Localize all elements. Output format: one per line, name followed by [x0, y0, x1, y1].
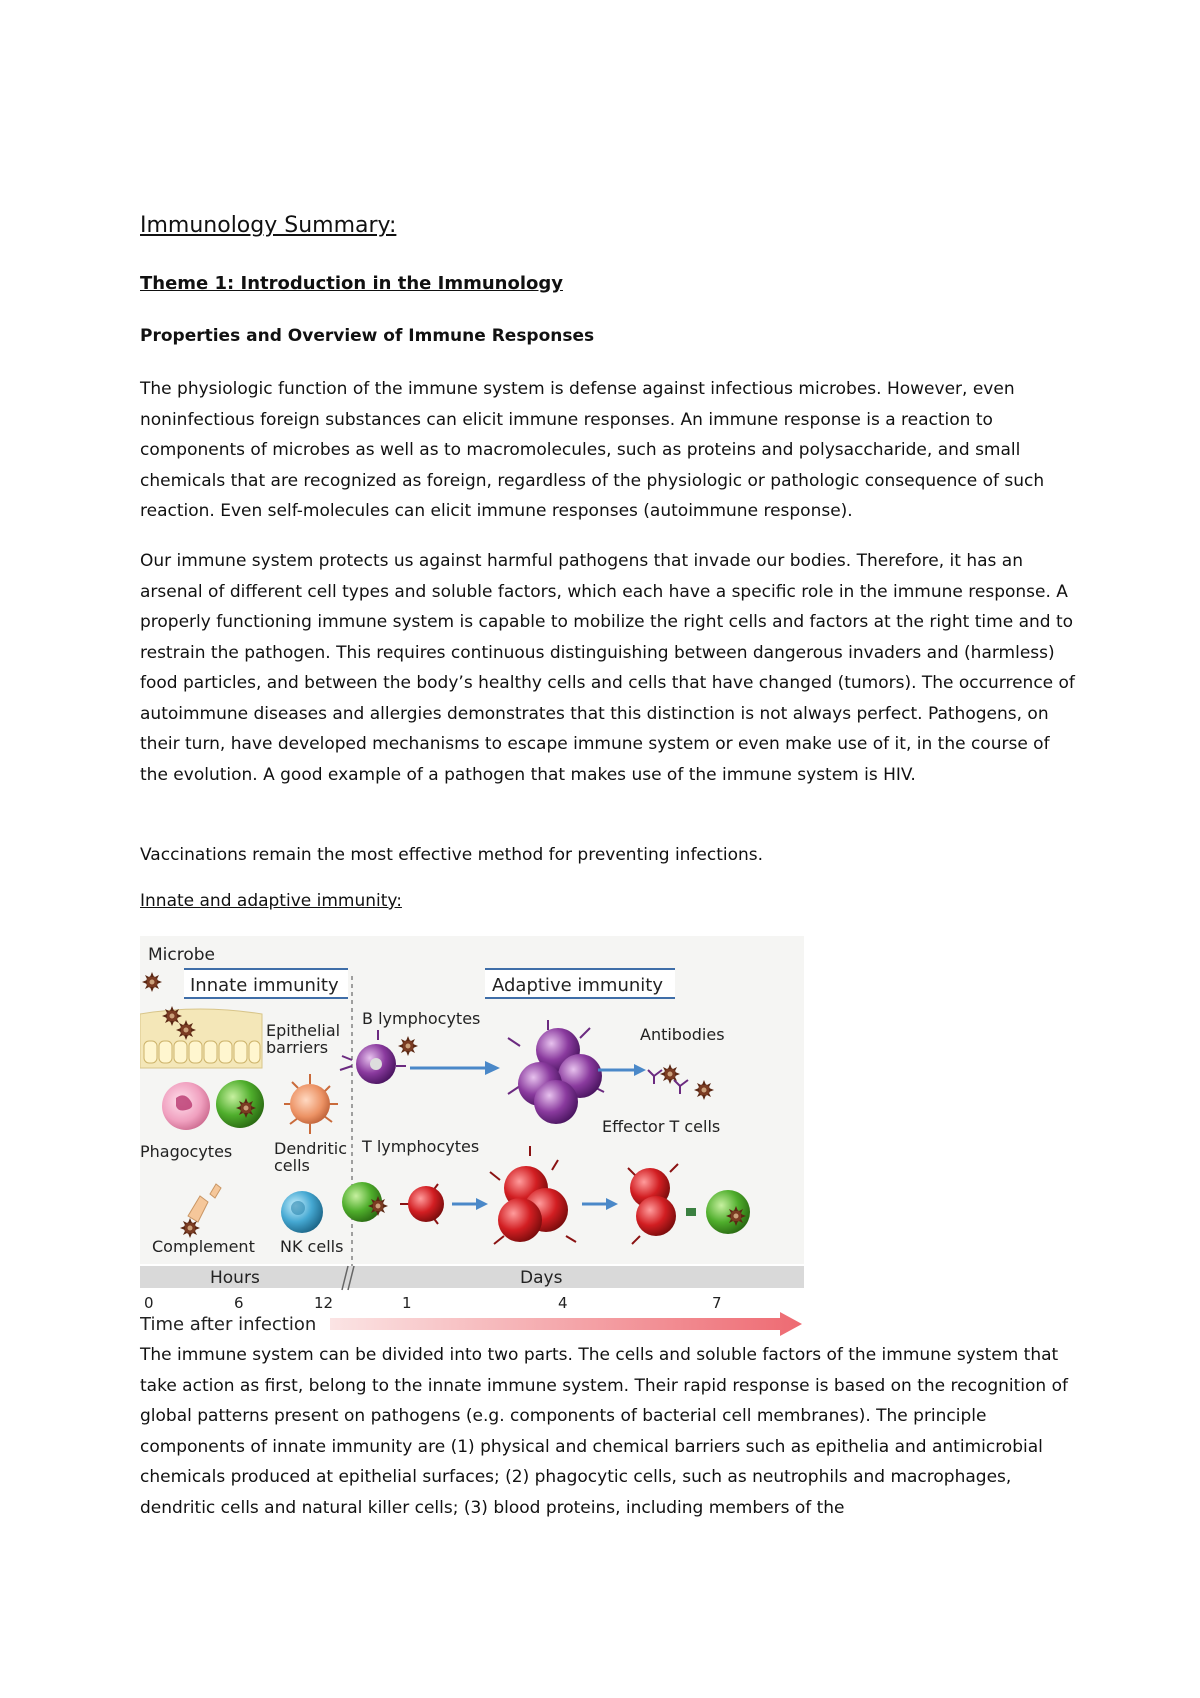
microbe-icon	[142, 972, 162, 992]
label-phagocytes: Phagocytes	[140, 1142, 233, 1161]
label-microbe: Microbe	[148, 945, 216, 965]
label-dendritic: Dendritic	[274, 1139, 347, 1158]
tick-day-7: 7	[712, 1294, 722, 1312]
label-time-after-infection: Time after infection	[140, 1314, 317, 1335]
paragraph-1: The physiologic function of the immune system is defense against infectious microbes. However, even noninfectious foreign substances can elicit immune responses. An immune response is a reaction to components of microbes as well as to macromolecules, such as proteins and polysaccharide, and small chemicals that are recognized as foreign, regardless of the physiologic or pathologic consequence of such reaction. Even self-molecules can elicit immune responses (autoimmune response).	[140, 379, 1045, 521]
label-nk-cells: NK cells	[280, 1237, 344, 1256]
label-adaptive-immunity: Adaptive immunity	[492, 975, 663, 996]
tick-day-1: 1	[402, 1294, 412, 1312]
nk-cell-icon	[281, 1191, 323, 1233]
label-antibodies: Antibodies	[640, 1025, 725, 1044]
label-dendritic-cells: cells	[274, 1156, 310, 1175]
section-heading: Properties and Overview of Immune Responses	[140, 326, 595, 346]
label-epithelial: Epithelial	[266, 1021, 341, 1040]
phagocyte-macrophage-icon	[216, 1080, 264, 1128]
tick-day-4: 4	[558, 1294, 568, 1312]
time-arrow	[330, 1312, 802, 1336]
label-days: Days	[520, 1268, 563, 1288]
paragraph-4: The immune system can be divided into two parts. The cells and soluble factors of the immune system that take action as first, belong to the innate immune system. Their rapid response is based on the recognition of global patterns present on pathogens (e.g. components of bacterial cell membranes). The principle components of innate immunity are (1) physical and chemical barriers such as epithelia and antimicrobial chemicals produced at epithelial surfaces; (2) phagocytic cells, such as neutrophils and macrophages, dendritic cells and natural killer cells; (3) blood proteins, including members of the	[140, 1345, 1068, 1518]
paragraph-2: Our immune system protects us against harmful pathogens that invade our bodies. Therefore, it has an arsenal of different cell types and soluble factors, which each have a specific role in the immune response. A properly functioning immune system is capable to mobilize the right cells and factors at the right time and to restrain the pathogen. This requires continuous distinguishing between dangerous invaders and (harmless) food particles, and between the body’s healthy cells and cells that have changed (tumors). The occurrence of autoimmune diseases and allergies demonstrates that this distinction is not always perfect. Pathogens, on their turn, have developed mechanisms to escape immune system or even make use of it, in the course of the evolution. A good example of a pathogen that makes use of the immune system is HIV.	[140, 551, 1075, 785]
label-t-lymphocytes: T lymphocytes	[362, 1137, 480, 1156]
theme-heading: Theme 1: Introduction in the Immunology	[140, 273, 563, 294]
label-effector-t-cells: Effector T cells	[602, 1117, 721, 1136]
label-hours: Hours	[210, 1268, 260, 1288]
subheading-innate-adaptive: Innate and adaptive immunity:	[140, 891, 402, 911]
immunity-figure	[140, 936, 804, 1336]
document-title: Immunology Summary:	[140, 213, 397, 238]
tick-12: 12	[314, 1294, 334, 1312]
label-complement: Complement	[152, 1237, 255, 1256]
paragraph-3: Vaccinations remain the most effective method for preventing infections.	[140, 845, 764, 865]
label-b-lymphocytes: B lymphocytes	[362, 1009, 481, 1028]
label-barriers: barriers	[266, 1038, 329, 1057]
epithelial-barrier-illustration	[140, 1006, 262, 1068]
tick-0: 0	[144, 1294, 154, 1312]
immunity-diagram	[140, 936, 804, 1336]
label-innate-immunity: Innate immunity	[190, 975, 339, 996]
tick-6: 6	[234, 1294, 244, 1312]
